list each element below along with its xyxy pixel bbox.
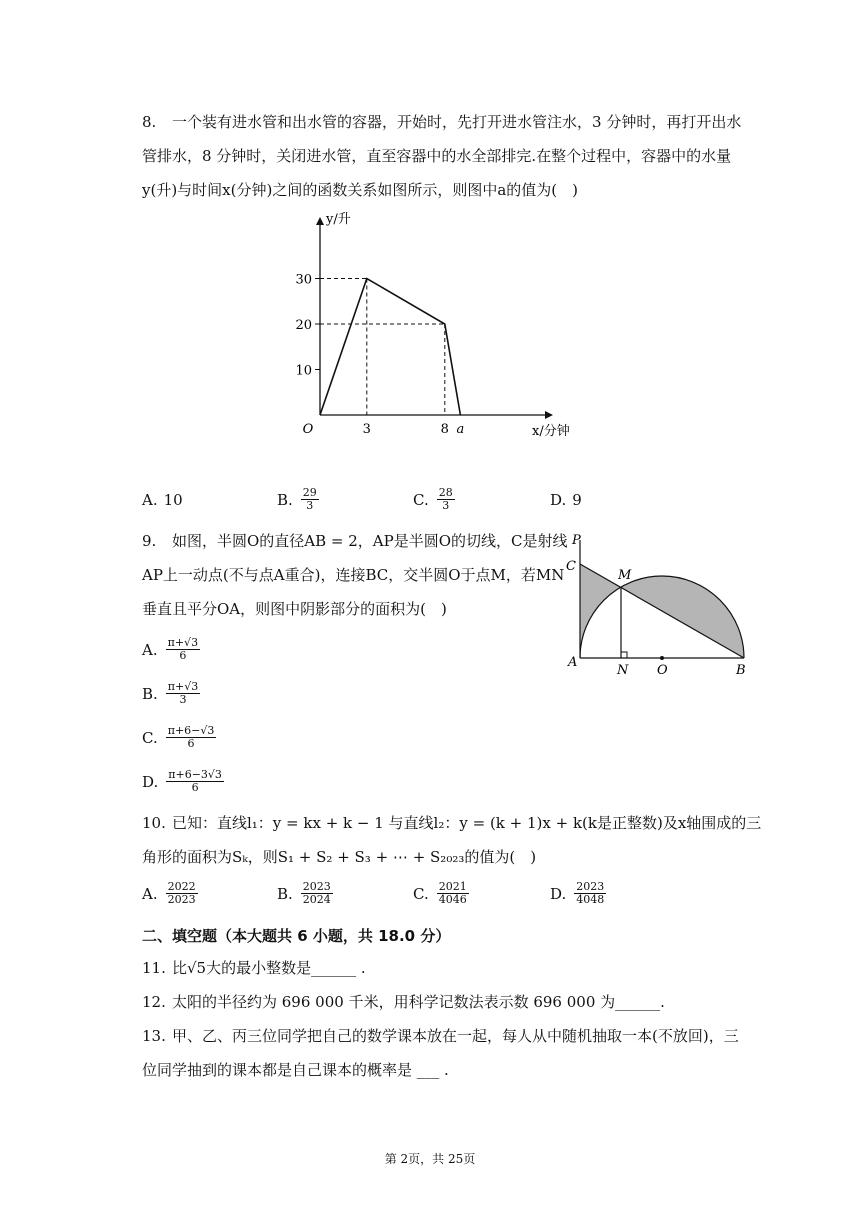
q13-line-2: 位同学抽到的课本都是自己课本的概率是 ___ .	[142, 1061, 449, 1079]
q10-number: 10.	[142, 814, 166, 832]
x-axis-arrow	[545, 411, 553, 419]
q10-option-a: A. $\frac{2022}{2023}$	[142, 880, 196, 906]
y-tick-label: 10	[295, 363, 312, 379]
q10-line-2: 角形的面积为Sₖ，则S₁ + S₂ + S₃ + ⋯ + S₂₀₂₃的值为( )	[142, 848, 537, 866]
fraction: $\frac{29}{3}$	[302, 486, 317, 512]
q8-number: 8.	[142, 113, 157, 131]
label-c: C	[566, 559, 576, 574]
shaded-region-right	[621, 576, 744, 658]
q8-option-d: D. 9	[550, 491, 582, 509]
q8-function-graph	[290, 205, 580, 450]
q9-option-c: C. $\frac{\pi+6-√3}{6}$	[142, 724, 215, 750]
q8-line-3: y(升)与时间x(分钟)之间的函数关系如图所示，则图中a的值为( )	[142, 181, 578, 199]
y-axis-arrow	[316, 217, 324, 225]
y-tick-label: 20	[295, 318, 312, 333]
q9-option-a: A. $\frac{\pi+√3}{6}$	[142, 636, 199, 662]
fraction: $\frac{\pi+6-3√3}{6}$	[168, 768, 222, 794]
q9-number: 9.	[142, 532, 157, 550]
q10-option-b: B. $\frac{2023}{2024}$	[277, 880, 331, 906]
x-axis-label: x/分钟	[532, 424, 570, 439]
y-tick-label: 30	[295, 272, 312, 288]
q9-line-2: AP上一动点(不与点A重合)，连接BC，交半圆O于点M，若MN	[142, 566, 565, 584]
y-axis-label: y/升	[326, 212, 351, 227]
label-n: N	[617, 663, 629, 678]
q8-line-1: 8. 一个装有进水管和出水管的容器，开始时，先打开进水管注水，3 分钟时，再打开出水	[142, 113, 742, 131]
shaded-region-left	[580, 564, 621, 658]
q13-line-1: 13. 甲、乙、丙三位同学把自己的数学课本放在一起，每人从中随机抽取一本(不放回)，三	[142, 1027, 739, 1045]
label-o: O	[657, 663, 668, 678]
label-a: A	[568, 655, 578, 670]
x-tick-label: 3	[362, 422, 371, 437]
fraction: $\frac{2021}{4046}$	[438, 880, 467, 906]
x-tick-label: O	[302, 422, 314, 437]
page-footer: 第 2页，共 25页	[384, 1152, 476, 1166]
q10-option-c: C. $\frac{2021}{4046}$	[413, 880, 467, 906]
q9-semicircle-figure	[560, 528, 760, 678]
section-heading-fill-in: 二、填空题（本大题共 6 小题，共 18.0 分）	[142, 927, 451, 945]
right-angle-mark	[621, 652, 627, 658]
q9-line-3: 垂直且平分OA，则图中阴影部分的面积为( )	[142, 600, 447, 618]
fraction: $\frac{2022}{2023}$	[167, 880, 196, 906]
q12-number: 12.	[142, 993, 166, 1011]
q11-line: 11. 比√5大的最小整数是______ .	[142, 959, 366, 977]
label-m: M	[618, 568, 632, 583]
data-line	[320, 279, 460, 416]
q9-option-d: D. $\frac{\pi+6-3√3}{6}$	[142, 768, 222, 794]
q8-option-a: A. 10	[142, 491, 183, 509]
label-p: P	[572, 533, 581, 548]
fraction: $\frac{2023}{4048}$	[576, 880, 605, 906]
fraction: $\frac{28}{3}$	[438, 486, 453, 512]
center-o-dot	[660, 656, 664, 660]
fraction: $\frac{2023}{2024}$	[302, 880, 331, 906]
q9-line-1: 9. 如图，半圆O的直径AB = 2，AP是半圆O的切线，C是射线	[142, 532, 568, 550]
q12-line: 12. 太阳的半径约为 696 000 千米，用科学记数法表示数 696 000 为______.	[142, 993, 665, 1011]
q11-number: 11.	[142, 959, 166, 977]
q9-option-b: B. $\frac{\pi+√3}{3}$	[142, 680, 199, 706]
fraction: $\frac{\pi+6-√3}{6}$	[167, 724, 215, 750]
fraction: $\frac{\pi+√3}{6}$	[167, 636, 199, 662]
q10-line-1: 10. 已知：直线l₁：y = kx + k − 1 与直线l₂：y = (k + 1)x + k(k是正整数)及x轴围成的三	[142, 814, 762, 832]
q8-option-b: B. $\frac{29}{3}$	[277, 486, 317, 512]
q13-number: 13.	[142, 1027, 166, 1045]
q8-option-c: C. $\frac{28}{3}$	[413, 486, 453, 512]
q10-option-d: D. $\frac{2023}{4048}$	[550, 880, 605, 906]
x-tick-label: a	[456, 422, 465, 437]
q8-line-2: 管排水，8 分钟时，关闭进水管，直至容器中的水全部排完.在整个过程中，容器中的水量	[142, 147, 732, 165]
x-tick-label: 8	[440, 422, 449, 437]
label-b: B	[736, 663, 746, 678]
fraction: $\frac{\pi+√3}{3}$	[167, 680, 199, 706]
